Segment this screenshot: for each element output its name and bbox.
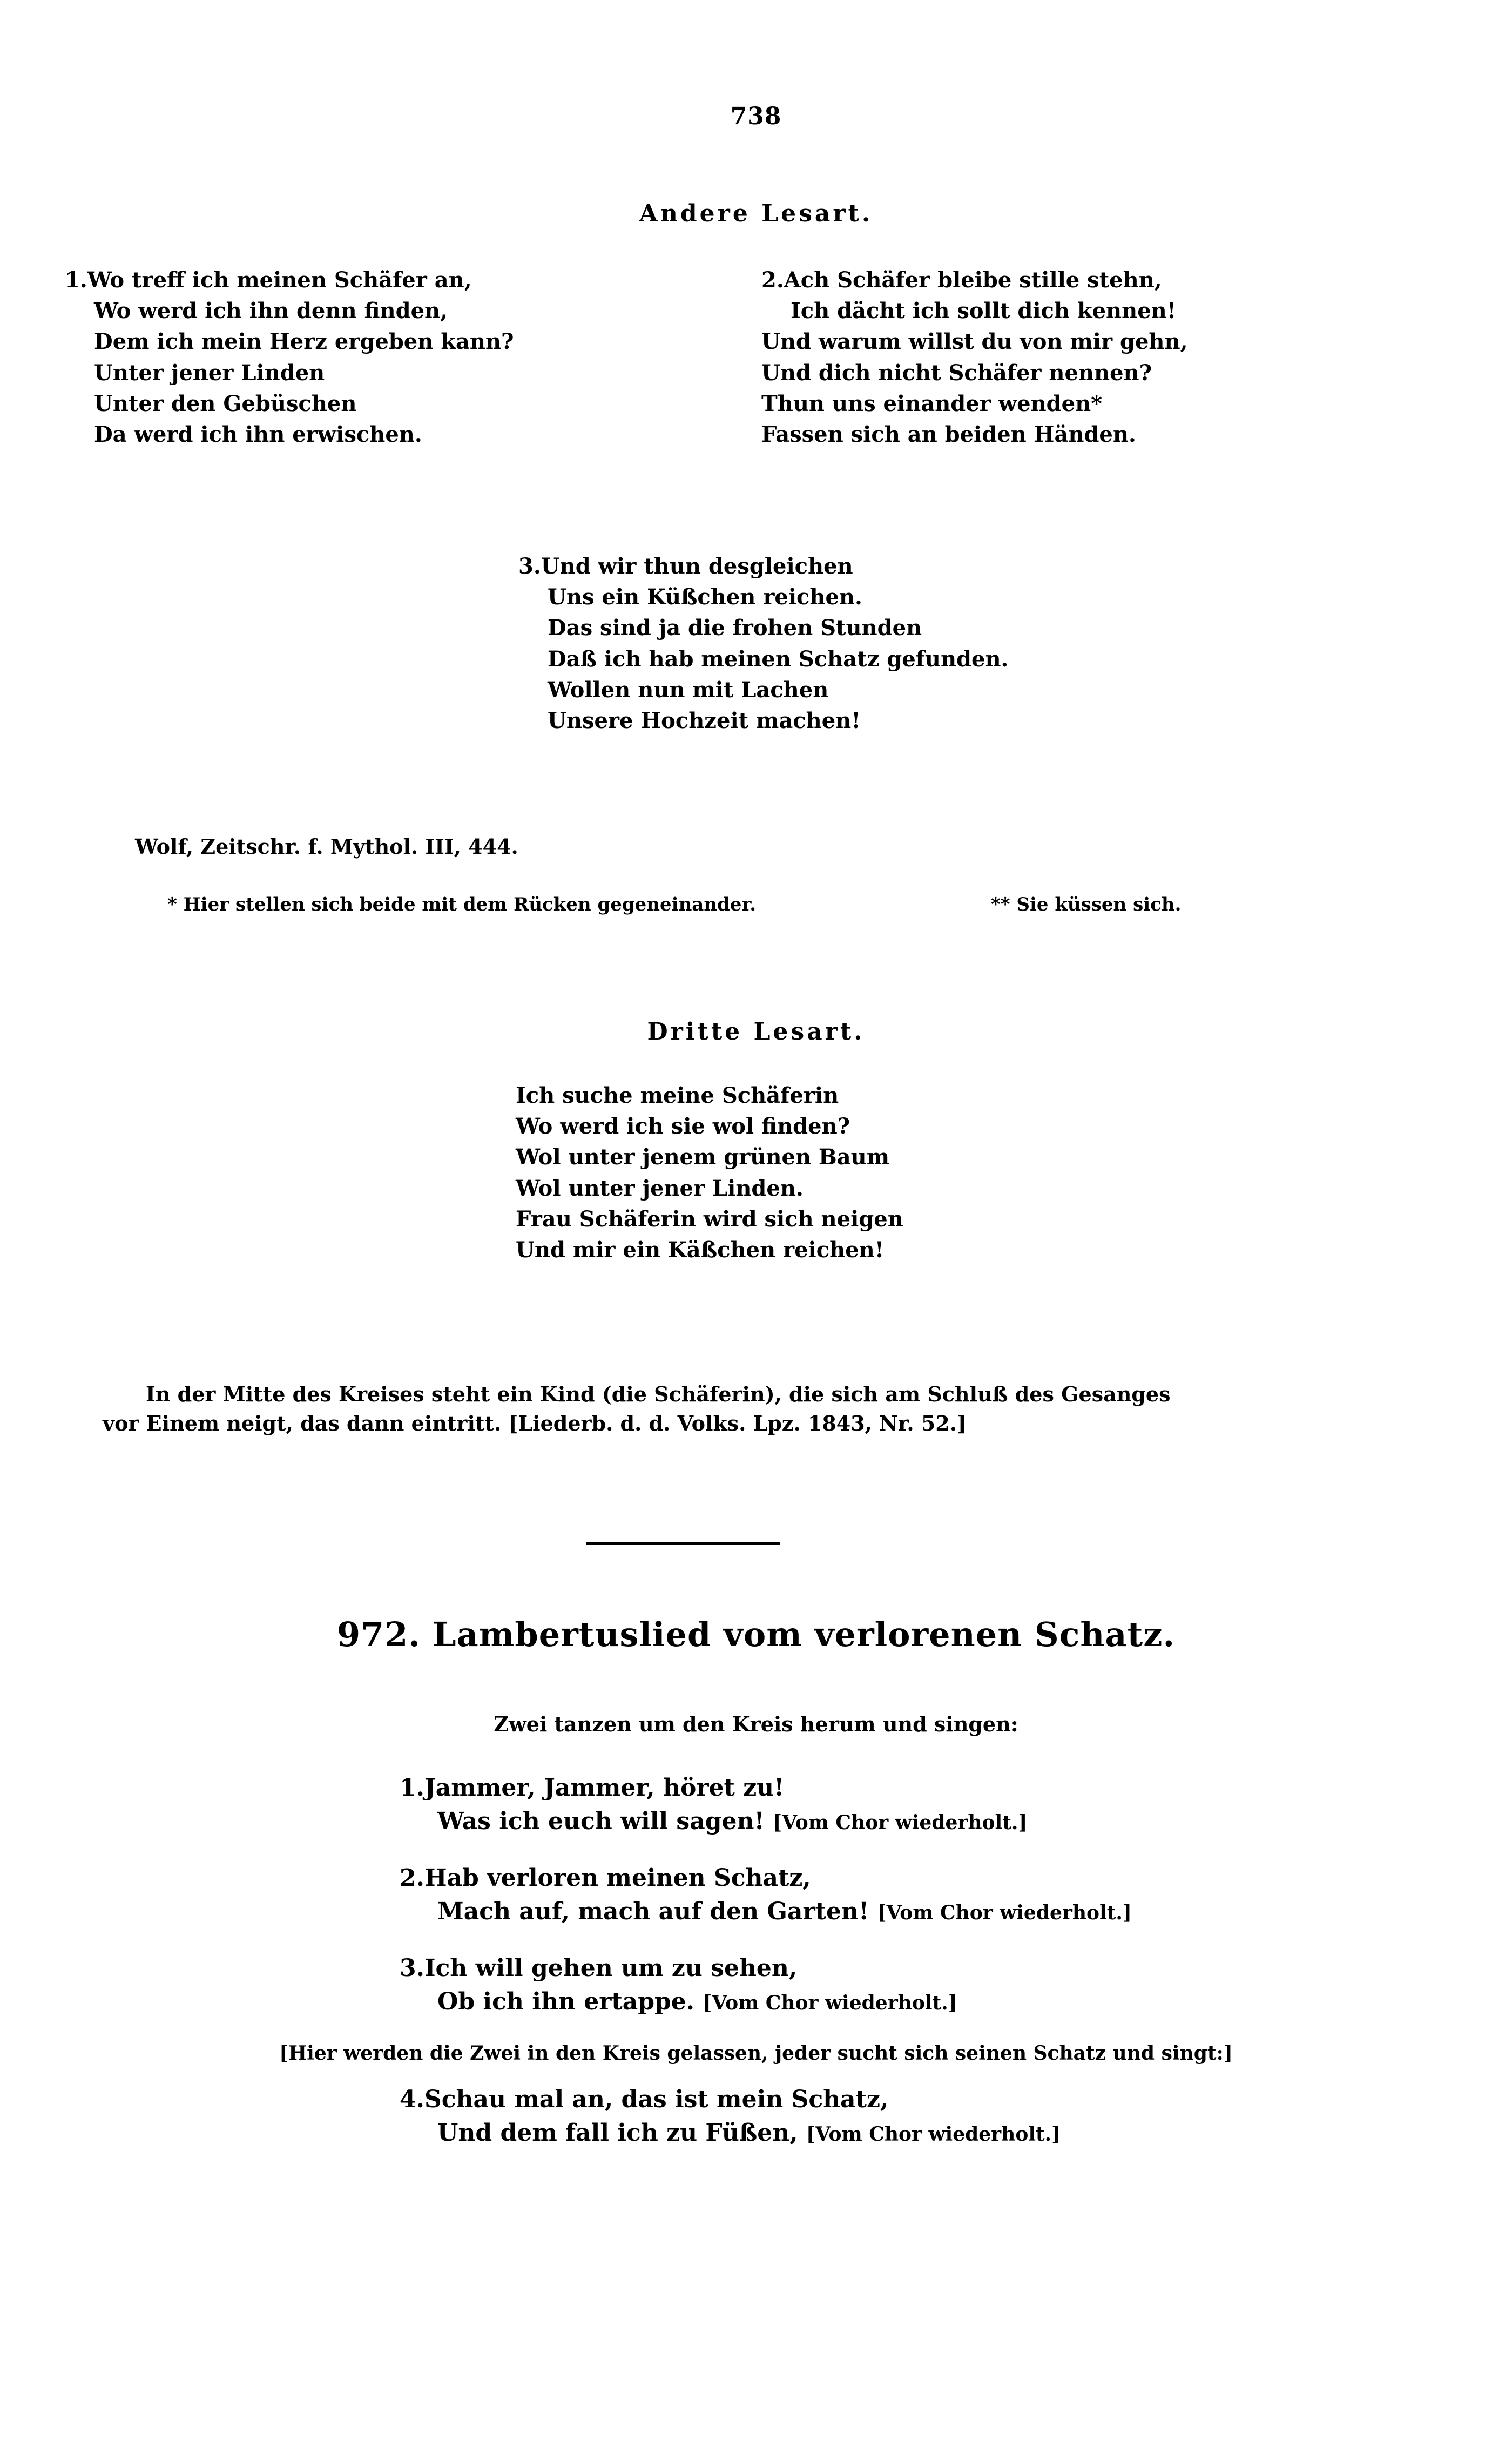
song-stanza-4-line-1: Schau mal an, das ist mein Schatz, (424, 2085, 889, 2113)
dritte-lesart-stanza-wrapper (0, 1080, 1512, 1265)
section-divider-rule (586, 1542, 780, 1545)
stanza-3-line-3: Das sind ja die frohen Stunden (548, 615, 922, 641)
verse-column-left (0, 265, 697, 450)
dritte-line-1: Ich suche meine Schäferin (516, 1083, 839, 1108)
stanza-2-line-1: Ach Schäfer bleibe stille stehn, (784, 267, 1162, 293)
stanza-2 (761, 265, 1393, 450)
song-stanza-1-line-1: Jammer, Jammer, höret zu! (424, 1774, 785, 1802)
bracket-stage-direction: [Hier werden die Zwei in den Kreis gelassen, jeder sucht sich seinen Schatz und singt:] (279, 2041, 1233, 2065)
stanza-3-line-6: Unsere Hochzeit machen! (548, 707, 861, 733)
song-stanza-4-line-2: Und dem fall ich zu Füßen, (437, 2119, 798, 2147)
stanza-1-line-5: Unter den Gebüschen (94, 390, 357, 416)
song-stanza-2-number: 2. (400, 1864, 424, 1892)
stanza-2-line-4: Und dich nicht Schäfer nennen? (761, 360, 1152, 386)
stanza-1-line-2: Wo werd ich ihn denn finden, (94, 298, 448, 324)
footnote-single-asterisk: * Hier stellen sich beide mit dem Rücken gegeneinander. (167, 894, 757, 915)
verse-two-column-block (0, 265, 1512, 450)
song-stanza-4 (0, 2083, 1512, 2150)
editorial-note (103, 1380, 1415, 1438)
song-stanza-list (0, 1771, 1512, 2173)
editorial-note-line-1: In der Mitte des Kreises steht ein Kind (die Schäferin), die sich am Schluß des Gesanges (146, 1382, 1171, 1406)
verse-column-right (697, 265, 1393, 450)
song-stanza-1-number: 1. (400, 1774, 424, 1802)
section-heading-dritte-lesart: Dritte Lesart. (647, 1018, 865, 1046)
stanza-3-line-1: Und wir thun desgleichen (541, 554, 853, 579)
stanza-3-line-5: Wollen nun mit Lachen (548, 677, 829, 703)
stanza-1-line-3: Dem ich mein Herz ergeben kann? (94, 329, 514, 355)
song-stanza-1-line-2: Was ich euch will sagen! (437, 1808, 765, 1836)
song-stanza-2-line-1: Hab verloren meinen Schatz, (424, 1864, 811, 1892)
dritte-line-4: Wol unter jener Linden. (516, 1175, 804, 1201)
song-stanza-3-number: 3. (400, 1954, 424, 1982)
song-stanza-3 (0, 1952, 1512, 2019)
footnote-double-asterisk: ** Sie küssen sich. (991, 894, 1182, 915)
dritte-line-3: Wol unter jenem grünen Baum (516, 1144, 890, 1170)
stage-direction: Zwei tanzen um den Kreis herum und singen: (494, 1712, 1018, 1736)
song-stanza-4-chorus: [Vom Chor wiederholt.] (806, 2123, 1061, 2146)
song-stanza-2-line-2: Mach auf, mach auf den Garten! (437, 1898, 869, 1926)
dritte-line-6: Und mir ein Käßchen reichen! (516, 1237, 885, 1263)
stanza-2-line-6: Fassen sich an beiden Händen. (761, 421, 1136, 447)
stanza-3-number: 3. (518, 554, 541, 579)
stanza-1 (65, 265, 697, 450)
song-stanza-3-chorus: [Vom Chor wiederholt.] (703, 1992, 957, 2015)
song-stanza-2 (0, 1862, 1512, 1929)
stanza-1-number: 1. (65, 267, 87, 293)
stanza-2-line-5: Thun uns einander wenden* (761, 390, 1103, 416)
dritte-lesart-stanza (516, 1080, 1080, 1265)
stanza-1-line-1: Wo treff ich meinen Schäfer an, (87, 267, 472, 293)
source-citation: Wolf, Zeitschr. f. Mythol. III, 444. (135, 834, 518, 859)
song-stanza-3-line-2: Ob ich ihn ertappe. (437, 1988, 695, 2016)
song-title-text: Lambertuslied vom verlorenen Schatz. (432, 1615, 1176, 1654)
stanza-3 (518, 551, 1080, 736)
song-stanza-1-chorus: [Vom Chor wiederholt.] (773, 1811, 1028, 1835)
dritte-line-2: Wo werd ich sie wol finden? (516, 1114, 850, 1139)
stanza-1-line-4: Unter jener Linden (94, 360, 325, 386)
song-title (0, 1615, 1512, 1654)
song-stanza-4-number: 4. (400, 2085, 424, 2113)
song-stanza-2-chorus: [Vom Chor wiederholt.] (877, 1901, 1132, 1925)
stanza-2-line-3: Und warum willst du von mir gehn, (761, 329, 1188, 355)
stanza-3-line-4: Daß ich hab meinen Schatz gefunden. (548, 646, 1009, 672)
song-stanza-3-line-1: Ich will gehen um zu sehen, (424, 1954, 798, 1982)
stanza-3-line-2: Uns ein Küßchen reichen. (548, 584, 862, 610)
stanza-3-wrapper (0, 551, 1512, 736)
song-stanza-1 (0, 1771, 1512, 1839)
page-number: 738 (730, 103, 782, 130)
stanza-2-line-2: Ich dächt ich sollt dich kennen! (791, 298, 1177, 324)
editorial-note-line-2: vor Einem neigt, das dann eintritt. [Liederb. d. d. Volks. Lpz. 1843, Nr. 52.] (103, 1411, 967, 1435)
stanza-1-line-6: Da werd ich ihn erwischen. (94, 421, 422, 447)
stanza-2-number: 2. (761, 267, 784, 293)
dritte-line-5: Frau Schäferin wird sich neigen (516, 1206, 903, 1232)
section-heading-andere-lesart: Andere Lesart. (639, 200, 873, 227)
song-number: 972. (336, 1615, 421, 1654)
